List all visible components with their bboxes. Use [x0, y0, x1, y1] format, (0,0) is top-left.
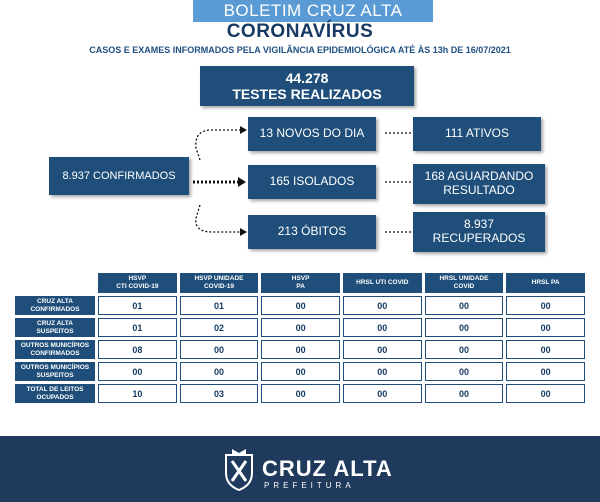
table-cell: 00 — [425, 384, 504, 403]
city-seal-icon — [222, 445, 256, 491]
column-header: HRSL UTI COVID — [343, 273, 422, 293]
table-cell: 00 — [261, 362, 340, 381]
table-cell: 00 — [261, 318, 340, 337]
recovered-value: 8.937 — [463, 217, 495, 232]
row-header: OUTROS MUNICÍPIOS CONFIRMADOS — [15, 340, 95, 359]
column-header: HSVP PA — [261, 273, 340, 293]
table-cell: 01 — [98, 318, 177, 337]
table-cell: 00 — [425, 318, 504, 337]
arrow-to-deaths — [196, 205, 246, 232]
table-row — [15, 384, 585, 403]
table-cell: 00 — [506, 362, 585, 381]
table-cell: 10 — [98, 384, 177, 403]
awaiting-line2: RESULTADO — [443, 183, 515, 197]
table-row — [15, 362, 585, 381]
table-row — [15, 318, 585, 337]
table-cell: 00 — [425, 340, 504, 359]
row-header: TOTAL DE LEITOS OCUPADOS — [15, 384, 95, 403]
table-cell: 01 — [98, 296, 177, 315]
row-header: OUTROS MUNICÍPIOS SUSPEITOS — [15, 362, 95, 381]
table-cell: 00 — [343, 362, 422, 381]
page-subtitle: CASOS E EXAMES INFORMADOS PELA VIGILÂNCIA EPIDEMIOLÓGICA ATÉ ÀS 13h DE 16/07/2021 — [89, 45, 511, 55]
row-header: CRUZ ALTA SUSPEITOS — [15, 318, 95, 337]
column-header: HSVP CTI COVID-19 — [98, 273, 177, 293]
city-logo-name: CRUZ ALTA — [262, 456, 393, 481]
table-cell: 01 — [180, 296, 259, 315]
table-cell: 00 — [261, 296, 340, 315]
table-cell: 00 — [506, 384, 585, 403]
table-corner — [15, 273, 95, 293]
table-cell: 02 — [180, 318, 259, 337]
table-cell: 00 — [180, 362, 259, 381]
table-cell: 00 — [261, 340, 340, 359]
confirmed-label: 8.937 CONFIRMADOS — [62, 169, 176, 182]
awaiting-line1: 168 AGUARDANDO — [424, 169, 534, 184]
new-today-box — [248, 117, 376, 151]
page-title: CORONAVÍRUS — [226, 21, 374, 42]
table-cell: 00 — [425, 296, 504, 315]
isolated-label: 165 ISOLADOS — [269, 174, 355, 189]
table-cell: 00 — [506, 340, 585, 359]
column-header: HRSL UNIDADE COVID — [425, 273, 504, 293]
active-label: 111 ATIVOS — [444, 126, 510, 141]
arrow-to-new-today — [196, 130, 246, 160]
table-row — [15, 296, 585, 315]
tests-value: 44.278 — [285, 69, 329, 86]
column-header: HRSL PA — [506, 273, 585, 293]
table-cell: 08 — [98, 340, 177, 359]
awaiting-box — [413, 164, 545, 204]
table-cell: 00 — [343, 296, 422, 315]
isolated-box — [248, 165, 376, 199]
recovered-label: RECUPERADOS — [432, 231, 526, 245]
hospital-beds-table — [12, 270, 588, 406]
table-cell: 00 — [506, 318, 585, 337]
row-header: CRUZ ALTA CONFIRMADOS — [15, 296, 95, 315]
table-cell: 03 — [180, 384, 259, 403]
bulletin-banner: BOLETIM CRUZ ALTA — [193, 0, 433, 22]
table-cell: 00 — [98, 362, 177, 381]
deaths-box — [248, 215, 376, 249]
table-cell: 00 — [343, 384, 422, 403]
table-header-row — [15, 273, 585, 293]
tests-label: TESTES REALIZADOS — [232, 86, 382, 102]
table-cell: 00 — [261, 384, 340, 403]
deaths-label: 213 ÓBITOS — [277, 224, 347, 239]
confirmed-box — [49, 157, 189, 195]
table-cell: 00 — [425, 362, 504, 381]
city-logo-subtitle: PREFEITURA — [264, 481, 355, 490]
new-today-label: 13 NOVOS DO DIA — [259, 126, 365, 141]
active-box — [413, 117, 541, 151]
recovered-box — [413, 212, 545, 252]
table-cell: 00 — [343, 318, 422, 337]
table-row — [15, 340, 585, 359]
table-cell: 00 — [506, 296, 585, 315]
tests-box — [200, 66, 414, 106]
column-header: HSVP UNIDADE COVID-19 — [180, 273, 259, 293]
table-cell: 00 — [343, 340, 422, 359]
table-cell: 00 — [180, 340, 259, 359]
